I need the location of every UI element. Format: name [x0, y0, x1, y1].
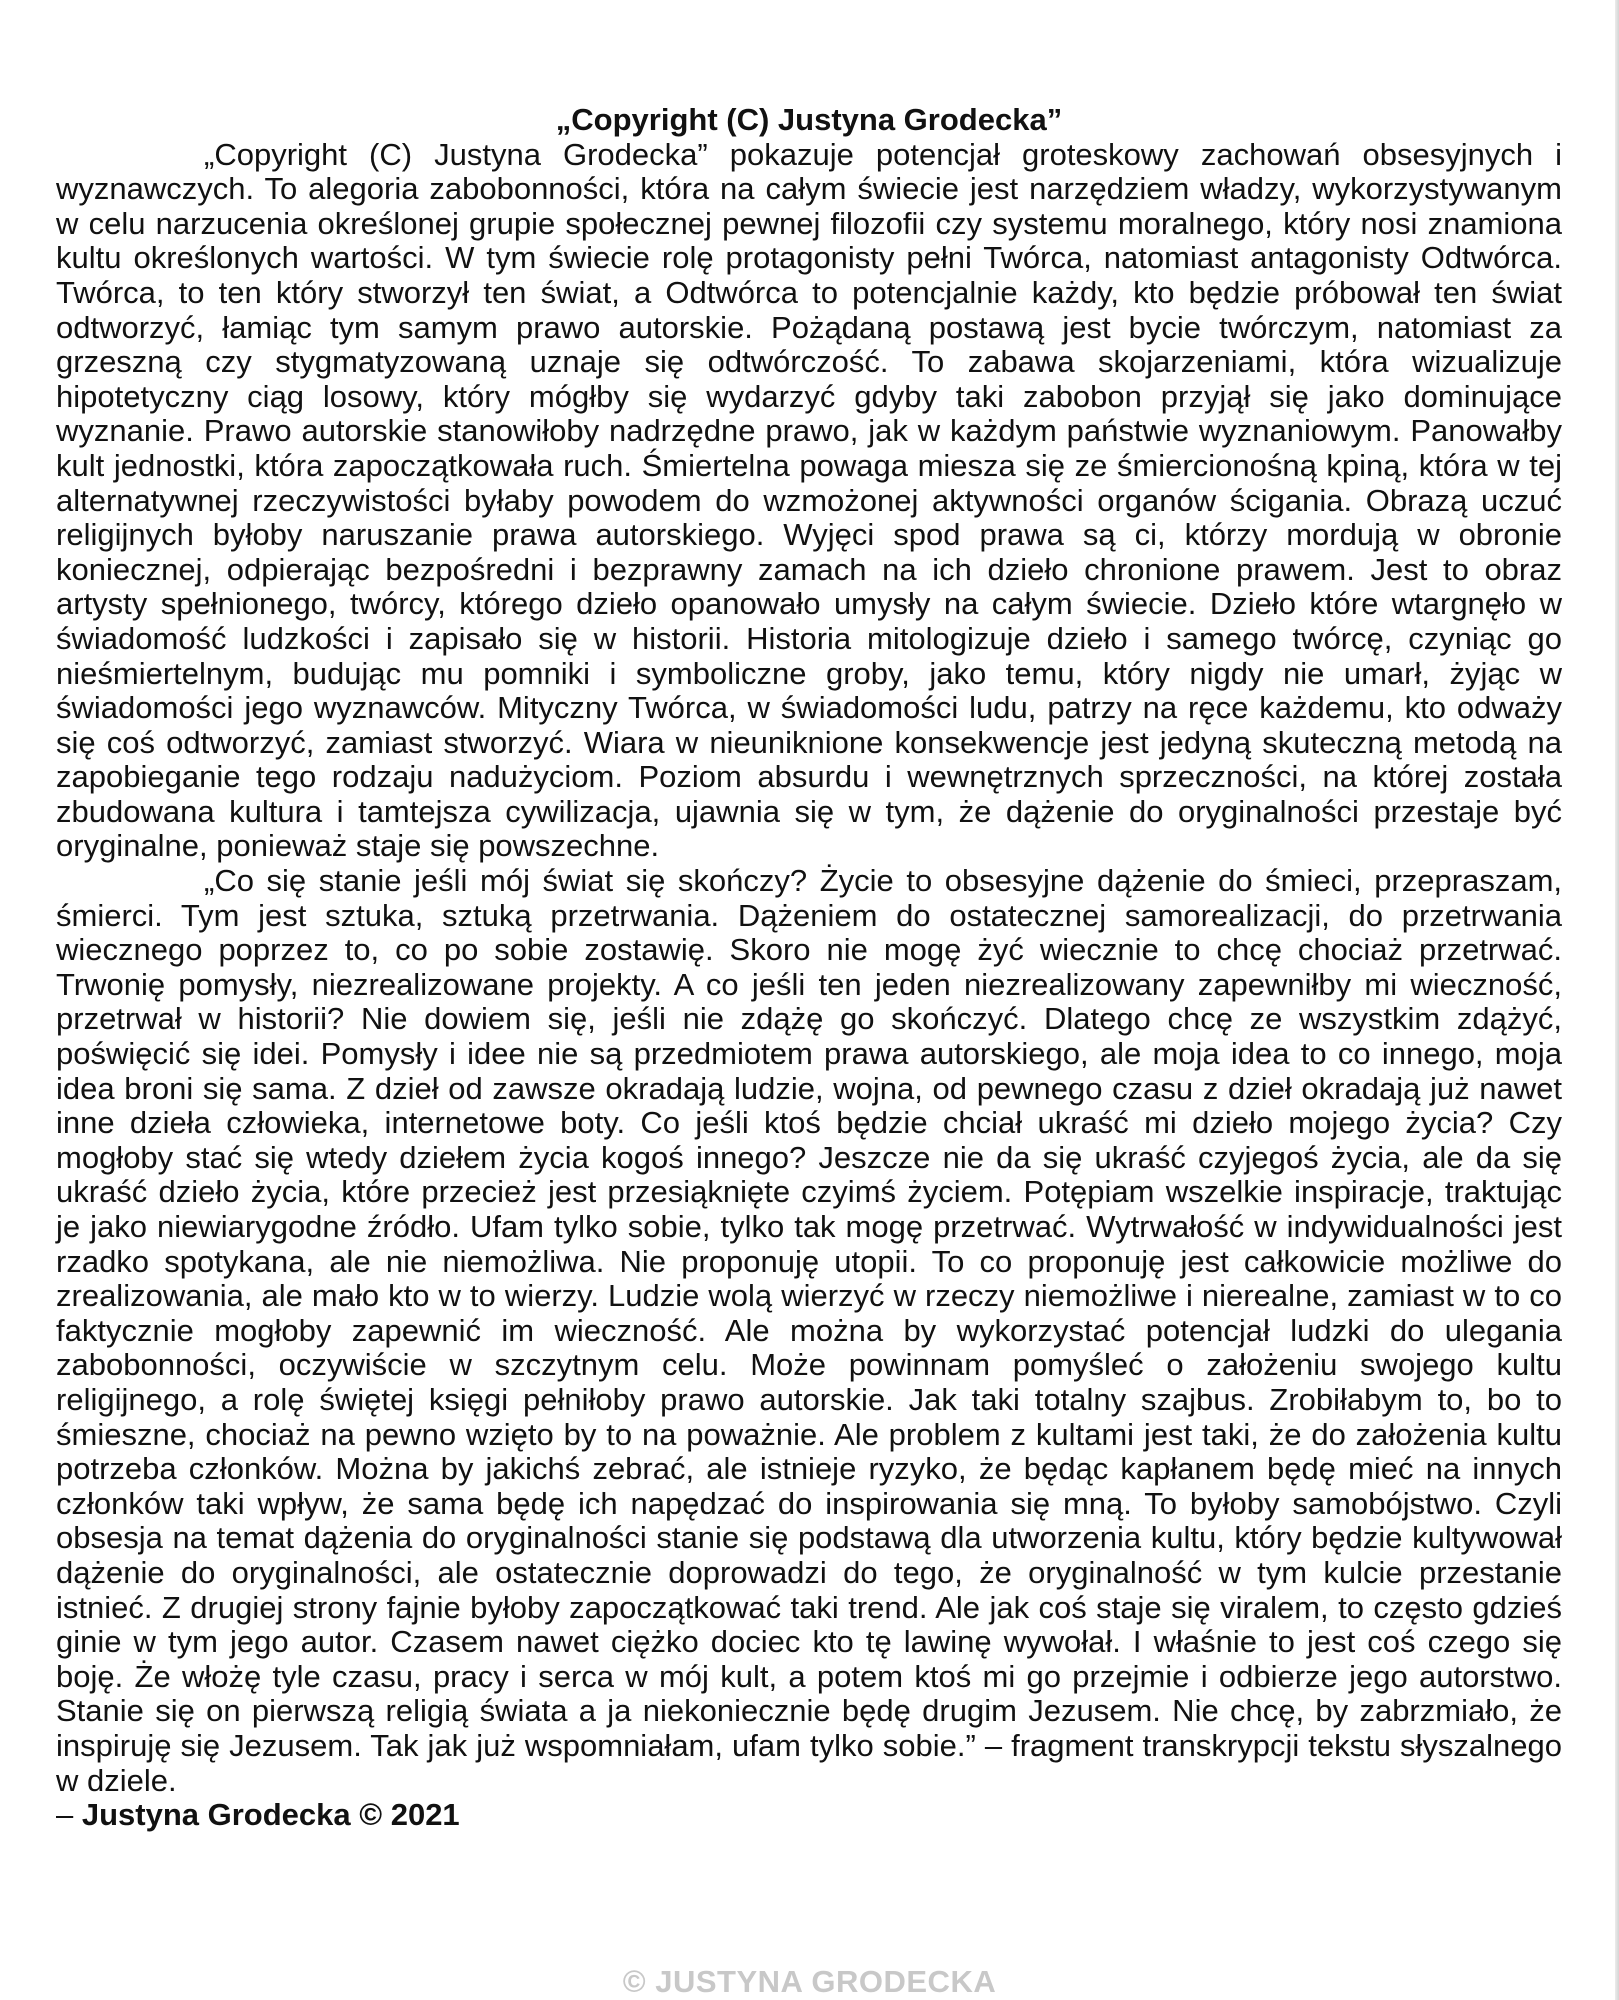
paragraph-description: „Copyright (C) Justyna Grodecka” pokazuje potencjał groteskowy zachowań obsesyjnych i wyznawczych. To alegoria zabobonności, która na całym świecie jest narzędziem władzy, wykorzystywanym w celu narzucenia określonej grupie społecznej pewnej filozofii czy systemu moralnego, który nosi znamiona kultu określonych wartości. W tym świecie rolę protagonisty pełni Twórca, natomiast antagonisty Odtwórca. Twórca, to ten który stworzył ten świat, a Odtwórca to potencjalnie każdy, kto będzie próbował ten świat odtworzyć, łamiąc tym samym prawo autorskie. Pożądaną postawą jest bycie twórczym, natomiast za grzeszną czy stygmatyzowaną uznaje się odtwórczość. To zabawa skojarzeniami, która wizualizuje hipotetyczny ciąg losowy, który mógłby się wydarzyć gdyby taki zabobon przyjął się jako dominujące wyznanie. Prawo autorskie stanowiłoby nadrzędne prawo, jak w każdym państwie wyznaniowym. Panowałby kult jednostki, która zapoczątkowała ruch. Śmiertelna powaga miesza się ze śmiercionośną kpiną, która w tej alternatywnej rzeczywistości byłaby powodem do wzmożonej aktywności organów ścigania. Obrazą uczuć religijnych byłoby naruszanie prawa autorskiego. Wyjęci spod prawa są ci, którzy mordują w obronie koniecznej, odpierając bezpośredni i bezprawny zamach na ich dzieło chronione prawem. Jest to obraz artysty spełnionego, twórcy, którego dzieło opanowało umysły na całym świecie. Dzieło które wtargnęło w świadomość ludzkości i zapisało się w historii. Historia mitologizuje dzieło i samego twórcę, czyniąc go nieśmiertelnym, budując mu pomniki i symboliczne groby, jako temu, który nigdy nie umarł, żyjąc w świadomości jego wyznawców. Mityczny Twórca, w świadomości ludu, patrzy na ręce każdemu, kto odważy się coś odtworzyć, zamiast stworzyć. Wiara w nieuniknione konsekwencje jest jedyną skuteczną metodą na zapobieganie tego rodzaju nadużyciom. Poziom absurdu i wewnętrznych sprzeczności, na której została zbudowana kultura i tamtejsza cywilizacja, ujawnia się w tym, że dążenie do oryginalności przestaje być oryginalne, ponieważ staje się powszechne. [56, 136, 1562, 864]
document-title: „Copyright (C) Justyna Grodecka” [555, 102, 1063, 137]
document-body [56, 103, 1562, 1833]
signature-line [56, 1798, 1562, 1833]
signature-dash: – [56, 1797, 82, 1833]
page-edge-divider [1615, 0, 1619, 2000]
copyright-watermark: © JUSTYNA GRODECKA [622, 1964, 997, 1999]
paragraph-quote: „Co się stanie jeśli mój świat się skończy? Życie to obsesyjne dążenie do śmieci, przepraszam, śmierci. Tym jest sztuka, sztuką przetrwania. Dążeniem do ostatecznej samorealizacji, do przetrwania wiecznego poprzez to, co po sobie zostawię. Skoro nie mogę żyć wiecznie to chcę chociaż przetrwać. Trwonię pomysły, niezrealizowane projekty. A co jeśli ten jeden niezrealizowany zapewniłby mi wieczność, przetrwał w historii? Nie dowiem się, jeśli nie zdążę go skończyć. Dlatego chcę ze wszystkim zdążyć, poświęcić się idei. Pomysły i idee nie są przedmiotem prawa autorskiego, ale moja idea to co innego, moja idea broni się sama. Z dzieł od zawsze okradają ludzie, wojna, od pewnego czasu z dzieł okradają już nawet inne dzieła człowieka, internetowe boty. Co jeśli ktoś będzie chciał ukraść mi dzieło mojego życia? Czy mogłoby stać się wtedy dziełem życia kogoś innego? Jeszcze nie da się ukraść czyjegoś życia, ale da się ukraść dzieło życia, które przecież jest przesiąknięte czyimś życiem. Potępiam wszelkie inspiracje, traktując je jako niewiarygodne źródło. Ufam tylko sobie, tylko tak mogę przetrwać. Wytrwałość w indywidualności jest rzadko spotykana, ale nie niemożliwa. Nie proponuję utopii. To co proponuję jest całkowicie możliwe do zrealizowania, ale mało kto w to wierzy. Ludzie wolą wierzyć w rzeczy niemożliwe i nierealne, zamiast w to co faktycznie mogłoby zapewnić im wieczność. Ale można by wykorzystać potencjał ludzki do ulegania zabobonności, oczywiście w szczytnym celu. Może powinnam pomyśleć o założeniu swojego kultu religijnego, a rolę świętej księgi pełniłoby prawo autorskie. Jak taki totalny szajbus. Zrobiłabym to, bo to śmieszne, chociaż na pewno wzięto by to na poważnie. Ale problem z kultami jest taki, że do założenia kultu potrzeba członków. Można by jakichś zebrać, ale istnieje ryzyko, że będąc kapłanem będę mieć na innych członków taki wpływ, że sama będę ich napędzać do inspirowania się mną. To byłoby samobójstwo. Czyli obsesja na temat dążenia do oryginalności stanie się podstawą dla utworzenia kultu, który będzie kultywował dążenie do oryginalności, ale ostatecznie doprowadzi do tego, że oryginalność w tym kulcie przestanie istnieć. Z drugiej strony fajnie byłoby zapoczątkować taki trend. Ale jak coś staje się viralem, to często gdzieś ginie w tym jego autor. Czasem nawet ciężko dociec kto tę lawinę wywołał. I właśnie to jest coś czego się boję. Że włożę tyle czasu, pracy i serca w mój kult, a potem ktoś mi go przejmie i odbierze jego autorstwo. Stanie się on pierwszą religią świata a ja niekoniecznie będę drugim Jezusem. Nie chcę, by zabrzmiało, że inspiruję się Jezusem. Tak jak już wspomniałam, ufam tylko sobie.” – fragment transkrypcji tekstu słyszalnego w dziele. [56, 863, 1562, 1798]
signature-text: Justyna Grodecka © 2021 [81, 1797, 460, 1833]
